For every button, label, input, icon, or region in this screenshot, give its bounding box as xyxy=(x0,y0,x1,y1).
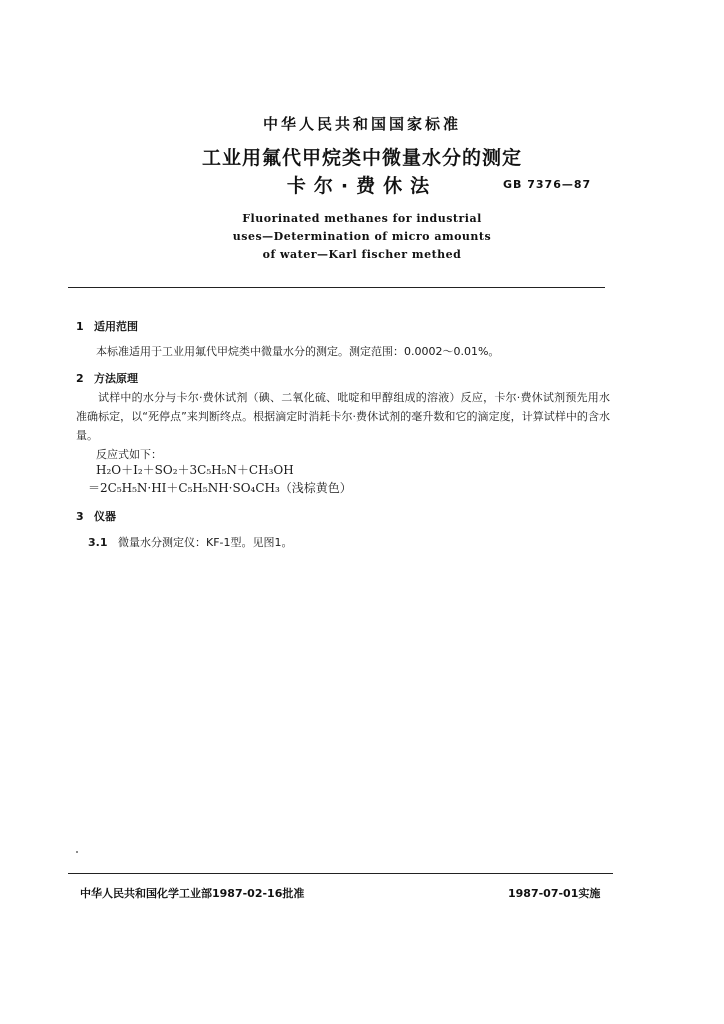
section-3-heading xyxy=(76,508,116,524)
title-cn-line1: 工业用氟代甲烷类中微量水分的测定 xyxy=(201,147,522,169)
section-1-heading xyxy=(76,318,138,334)
title-en-line: Fluorinated methanes for industrial xyxy=(242,212,482,225)
scan-speck xyxy=(76,851,78,853)
effective-date: 1987-07-01实施 xyxy=(508,887,601,900)
subsection-number: 3.1 xyxy=(88,536,108,549)
standard-number: GB 7376—87 xyxy=(503,178,592,191)
reaction-label: 反应式如下： xyxy=(96,448,162,461)
title-cn-line2: 卡尔·费休法 xyxy=(286,175,438,197)
reaction-formula-line1: H₂O＋I₂＋SO₂＋3C₅H₅N＋CH₃OH xyxy=(96,463,294,477)
standard-label: 中华人民共和国国家标准 xyxy=(262,115,461,133)
section-title: 方法原理 xyxy=(94,372,138,385)
section-2-paragraph: 试样中的水分与卡尔·费休试剂（碘、二氧化硫、吡啶和甲醇组成的溶液）反应，卡尔·费休试剂预先用水准确标定，以“死停点”来判断终点。根据滴定时消耗卡尔·费休试剂的毫升数和它的滴定度，计算试样中的含水量。 xyxy=(76,391,610,442)
subsection-text: 微量水分测定仪：KF-1型。见图1。 xyxy=(118,536,293,549)
title-en-line: uses—Determination of micro amounts xyxy=(232,230,492,243)
section-title: 适用范围 xyxy=(94,320,138,333)
reaction-formula-line2: ＝2C₅H₅N·HI＋C₅H₅NH·SO₄CH₃（浅棕黄色） xyxy=(88,481,352,495)
section-1-text: 本标准适用于工业用氟代甲烷类中微量水分的测定。测定范围：0.0002～0.01%。 xyxy=(96,345,500,358)
title-en-line: of water—Karl fischer methed xyxy=(262,248,462,261)
section-number: 2 xyxy=(76,372,84,385)
footer-divider xyxy=(68,873,613,874)
header-divider xyxy=(68,287,605,288)
section-3-1-item xyxy=(88,534,293,550)
section-2-heading xyxy=(76,370,138,386)
section-number: 1 xyxy=(76,320,84,333)
section-title: 仪器 xyxy=(94,510,116,523)
title-en xyxy=(0,210,724,264)
section-number: 3 xyxy=(76,510,84,523)
approval-line: 中华人民共和国化学工业部1987-02-16批准 xyxy=(80,887,305,900)
